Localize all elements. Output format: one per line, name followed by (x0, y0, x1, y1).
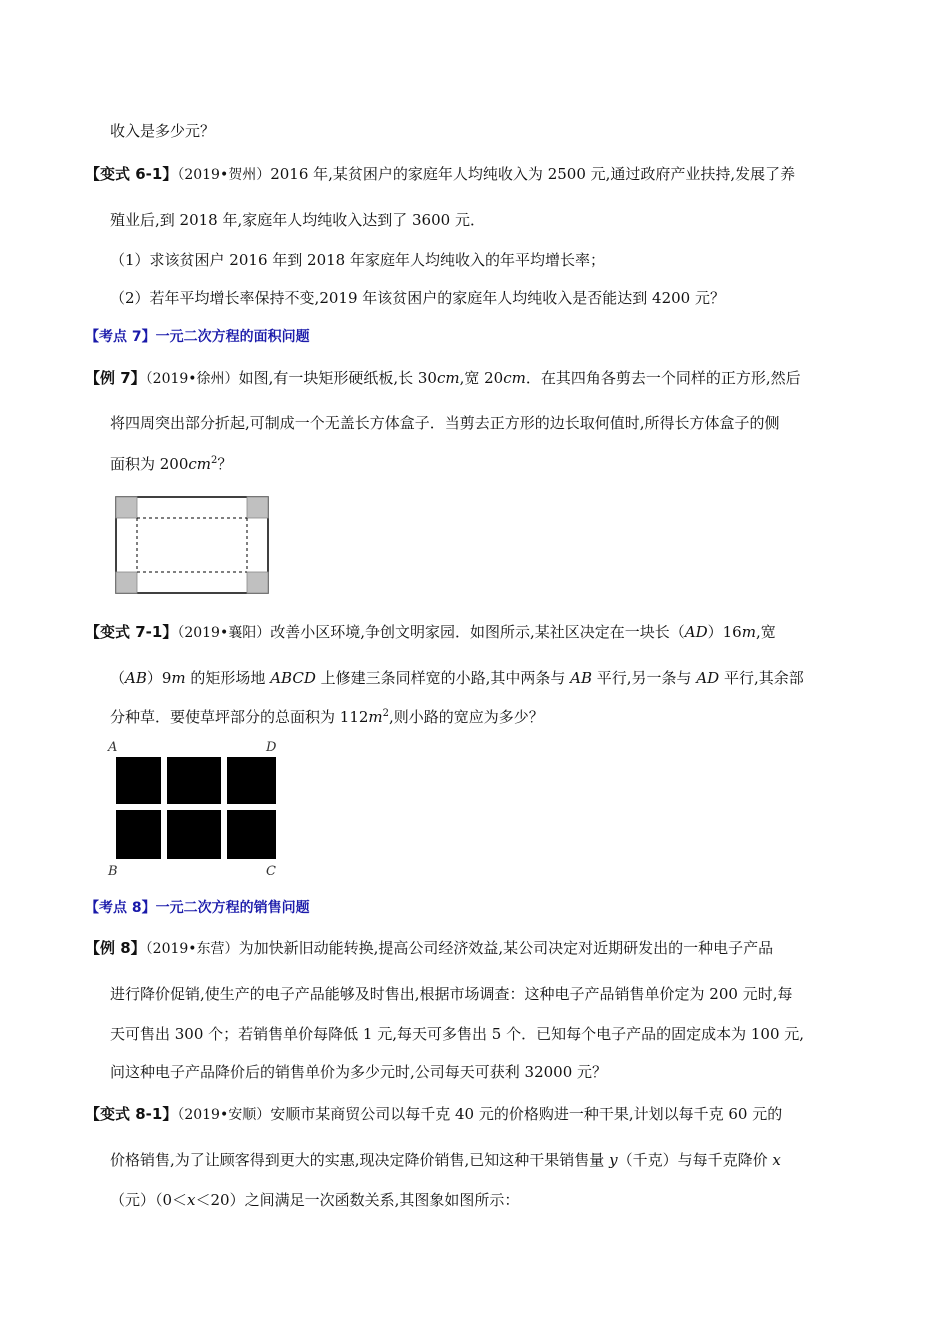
example-7-line-2: 将四周突出部分折起,可制成一个无盖长方体盒子．当剪去正方形的边长取何值时,所得长方体盒子的侧 (110, 414, 780, 432)
exercise-6-1-question-1: （1）求该贫困户 2016 年到 2018 年家庭年人均纯收入的年平均增长率； (110, 251, 605, 269)
example-8-line-4: 问这种电子产品降价后的销售单价为多少元时,公司每天可获利 32000 元？ (110, 1063, 608, 1081)
example-7-line-3: 面积为 $200cm^2$？ (110, 455, 233, 473)
exercise-7-1-tag: 【变式 7-1】 (85, 623, 178, 641)
exercise-6-1-question-2: （2）若年平均增长率保持不变,2019 年该贫困户的家庭年人均纯收入是否能达到 4200 元？ (110, 289, 725, 307)
exercise-6-1-line-1: 【变式 6-1】（2019•贺州）2016 年,某贫困户的家庭年人均纯收入为 2500 元,通过政府产业扶持,发展了养 (85, 165, 796, 183)
exercise-8-1-line-3: （元）（0＜x＜20）之间满足一次函数关系,其图象如图所示： (110, 1191, 520, 1209)
corner-square-top-left (116, 497, 137, 518)
corner-square-top-right (247, 497, 268, 518)
paragraph-continuation: 收入是多少元？ (110, 122, 216, 140)
example-8-source: （2019•东营） (145, 941, 239, 957)
corner-square-bottom-left (116, 572, 137, 593)
exercise-6-1-tag: 【变式 6-1】 (85, 165, 178, 183)
exercise-7-1-line-1: 【变式 7-1】（2019•襄阳）改善小区环境,争创文明家园．如图所示,某社区决定在一块长（AD）16m,宽 (85, 623, 776, 641)
exercise-6-1-line-2: 殖业后,到 2018 年,家庭年人均纯收入达到了 3600 元． (110, 211, 485, 229)
cardboard-outline (116, 497, 268, 593)
vertex-label-b: B (108, 864, 118, 879)
corner-square-bottom-right (247, 572, 268, 593)
example-8-line-1: 【例 8】（2019•东营）为加快新旧动能转换,提高公司经济效益,某公司决定对近期研发出的一种电子产品 (85, 939, 774, 957)
path-horizontal (116, 804, 276, 810)
example-7-tag: 【例 7】 (85, 369, 146, 387)
exercise-8-1-tag: 【变式 8-1】 (85, 1105, 178, 1123)
vertex-label-c: C (266, 864, 276, 879)
vertex-label-a: A (108, 740, 118, 755)
example-7-source: （2019•徐州） (145, 371, 239, 387)
cardboard-figure (115, 496, 269, 594)
section-heading-7: 【考点 7】一元二次方程的面积问题 (85, 329, 310, 345)
example-7-line-1: 【例 7】（2019•徐州）如图,有一块矩形硬纸板,长 30cm,宽 20cm．在其四角各剪去一个同样的正方形,然后 (85, 369, 801, 387)
exercise-7-1-line-2: （AB）9m 的矩形场地 ABCD 上修建三条同样宽的小路,其中两条与 AB 平行,另一条与 AD 平行,其余部 (110, 669, 804, 687)
exercise-8-1-line-1: 【变式 8-1】（2019•安顺）安顺市某商贸公司以每千克 40 元的价格购进一种干果,计划以每千克 60 元的 (85, 1105, 783, 1123)
exercise-6-1-source: （2019•贺州） (177, 167, 271, 183)
exercise-7-1-source: （2019•襄阳） (177, 625, 271, 641)
example-8-line-2: 进行降价促销,使生产的电子产品能够及时售出,根据市场调查：这种电子产品销售单价定为 200 元时,每 (110, 985, 793, 1003)
field-figure (106, 739, 286, 879)
exercise-8-1-line-2: 价格销售,为了让顾客得到更大的实惠,现决定降价销售,已知这种干果销售量 y（千克）与每千克降价 x (110, 1151, 781, 1169)
example-8-tag: 【例 8】 (85, 939, 146, 957)
exercise-8-1-source: （2019•安顺） (177, 1107, 271, 1123)
exercise-7-1-line-3: 分种草．要使草坪部分的总面积为 $112m^2$,则小路的宽应为多少？ (110, 708, 544, 726)
example-8-line-3: 天可售出 300 个；若销售单价每降低 1 元,每天可多售出 5 个．已知每个电子产品的固定成本为 100 元, (110, 1025, 805, 1043)
section-heading-8: 【考点 8】一元二次方程的销售问题 (85, 900, 310, 916)
vertex-label-d: D (266, 740, 277, 755)
